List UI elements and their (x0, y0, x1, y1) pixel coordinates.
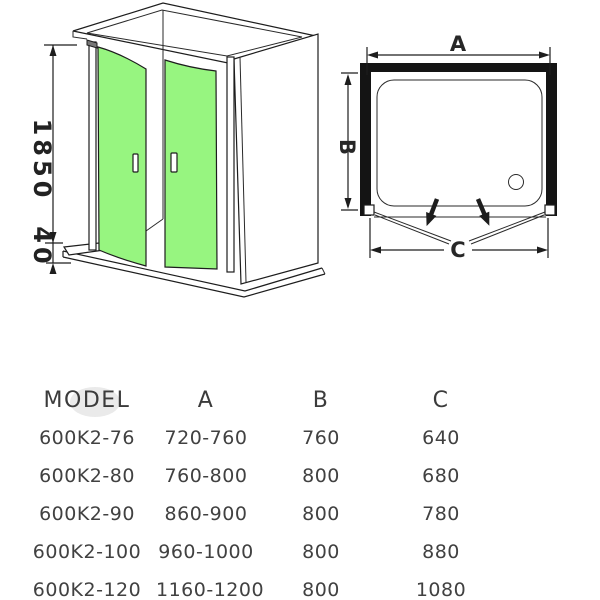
c-cell: 1080 (415, 579, 467, 600)
c-cell: 680 (422, 465, 460, 487)
b-cell: 800 (302, 503, 340, 525)
left-glass-door (98, 47, 146, 266)
table-row (18, 533, 496, 571)
depth-dimension (335, 73, 359, 210)
b-cell: 800 (302, 465, 340, 487)
width-dimension-label: A (449, 32, 467, 56)
b-cell: 800 (302, 541, 340, 563)
model-cell: 600K2-120 (32, 579, 142, 600)
header-a: A (197, 387, 215, 413)
opening-dimension (370, 218, 548, 262)
b-cell: 800 (302, 579, 340, 600)
top-view-diagram (330, 0, 600, 310)
spec-table-header-row (18, 381, 496, 419)
plan-tray (377, 80, 542, 206)
table-row (18, 457, 496, 495)
side-wall (234, 34, 318, 284)
drain-icon (509, 175, 524, 190)
a-cell: 720-760 (164, 427, 248, 449)
right-hinge (545, 205, 555, 215)
a-cell: 760-800 (164, 465, 248, 487)
spec-table (18, 381, 496, 600)
model-cell: 600K2-100 (32, 541, 142, 563)
base-dimension-label: 40 (28, 226, 56, 268)
model-cell: 600K2-90 (39, 503, 135, 525)
right-door-post (227, 57, 234, 272)
c-cell: 780 (422, 503, 460, 525)
model-cell: 600K2-80 (39, 465, 135, 487)
height-dimension-label: 1850 (28, 118, 56, 202)
header-c: C (432, 387, 450, 413)
left-door-handle (133, 154, 138, 172)
table-row (18, 571, 496, 600)
right-door-handle (171, 153, 177, 172)
model-cell: 600K2-76 (39, 427, 135, 449)
plan-walls (360, 63, 557, 216)
tray-sill (64, 243, 104, 255)
front-view-diagram (0, 0, 330, 310)
a-cell: 960-1000 (158, 541, 254, 563)
opening-dimension-label: C (450, 238, 466, 262)
b-cell: 760 (302, 427, 340, 449)
a-cell: 1160-1200 (156, 579, 265, 600)
table-row (18, 419, 496, 457)
left-swing-arrow (421, 197, 442, 228)
c-cell: 640 (422, 427, 460, 449)
left-hinge (364, 205, 374, 215)
spec-table-wrap (18, 381, 496, 600)
right-swing-arrow (473, 197, 494, 228)
tray-back-edge (146, 219, 163, 231)
left-hinge-post (87, 40, 97, 250)
header-b: B (312, 387, 330, 413)
c-cell: 880 (422, 541, 460, 563)
depth-dimension-label: B (335, 138, 359, 156)
height-dimension (28, 45, 77, 274)
table-row (18, 495, 496, 533)
header-model: MODEL (43, 387, 131, 413)
a-cell: 860-900 (164, 503, 248, 525)
